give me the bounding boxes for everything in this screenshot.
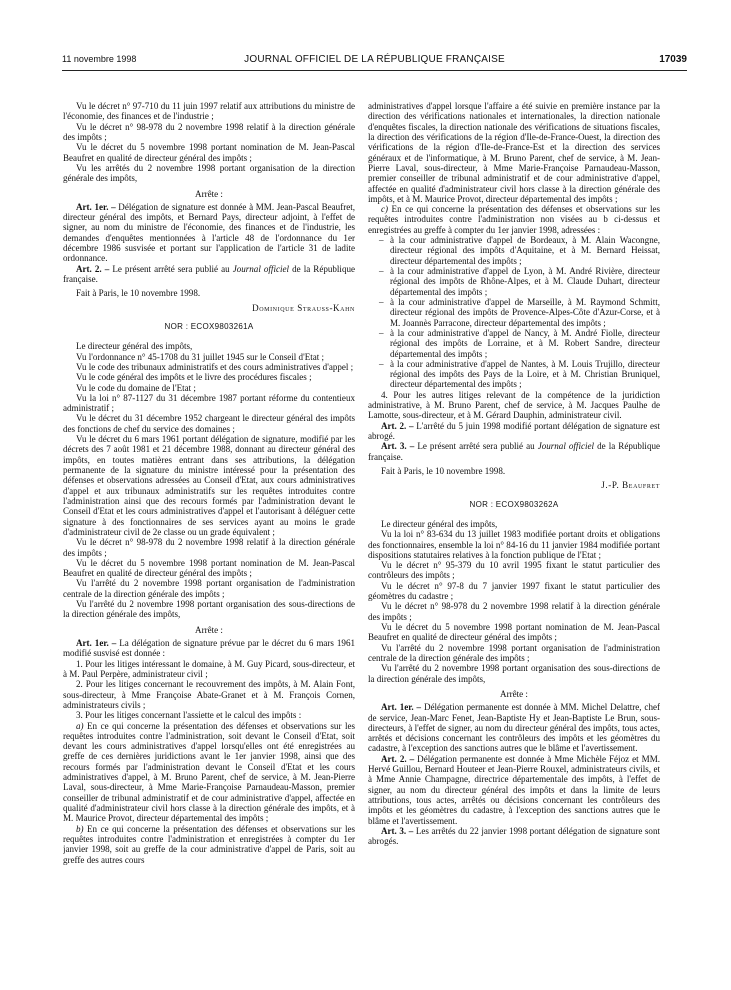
article-1: Art. 1er. – Délégation permanente est donnée à MM. Michel Delattre, chef de service, Jean-Marc Fenet, Jean-Baptiste Hy et Jean-Baptiste Le Brun, sous-directeurs, à l'effet de signer, au nom du directeur général des impôts, tous actes, arrêtés et décisions concernant les contrôleurs des impôts et les géomètres du cadastre, à l'exception des sanctions autres que le blâme et l'avertissement. [368,702,660,754]
article-label: Art. 2. – [76,263,110,274]
article-label: Art. 3. – [381,825,414,836]
article-label: Art. 3. – [381,441,415,452]
visa-paragraph: Vu le décret du 5 novembre 1998 portant nomination de M. Jean-Pascal Beaufret en qualité de directeur général des impôts ; [63,557,355,579]
list-item: 2. Pour les litiges concernant le recouvrement des impôts, à M. Alain Font, sous-directeur, à Mme Françoise Abate-Granet et à M. François Cornen, administrateurs civils ; [63,679,355,710]
arrete-heading: Arrête : [195,624,223,635]
journal-title: JOURNAL OFFICIEL DE LA RÉPUBLIQUE FRANÇAISE [244,54,505,65]
signature: Dominique Strauss-Kahn [252,302,355,313]
visa-paragraph: Vu le code des tribunaux administratifs et des cours administratives d'appel ; [76,361,354,372]
list-item: – à la cour administrative d'appel de Bordeaux, à M. Alain Wacongne, directeur régional des impôts d'Aquitaine, et à M. Bernard Heissat, directeur départemental des impôts ; [368,235,660,266]
nor-reference: NOR : ECOX9803262A [469,499,559,509]
visa-paragraph: Vu le décret du 5 novembre 1998 portant nomination de M. Jean-Pascal Beaufret en qualité de directeur général des impôts ; [63,142,355,163]
sub-item-a: a) En ce qui concerne la présentation des défenses et observations sur les requêtes introduites contre l'administration, soit devant le Conseil d'Etat, soit devant les cours administratives d'appel lorsqu'elles ont été enregistrées au greffe de ces dernières juridictions avant le 1er janvier 1998, ainsi que des recours formés par l'administration devant le Conseil d'Etat et les cours administratives d'appel, à M. Bruno Parent, chef de service, à M. Jean-Pierre Laval, sous-directeur, à Mme Marie-Françoise Parnaudeau-Masson, premier conseiller de tribunal administratif et de cour administrative d'appel, affectée en qualité d'administrateur civil hors classe à la direction générale des impôts, et à M. Maurice Provot, directeur départemental des impôts ; [63,720,355,824]
article-2: Art. 2. – Délégation permanente est donnée à Mme Michèle Féjoz et MM. Hervé Guillou, Bernard Houteer et Jean-Pierre Rouxel, administrateurs civils, et à Mme Annie Champagne, directrice départementale des impôts, à l'effet de signer, au nom du directeur général des impôts et dans la limite de leurs attributions, tous actes, arrêtés ou décisions concernant les contrôleurs des impôts et les géomètres du cadastre, à l'exception des sanctions autres que le blâme et l'avertissement. [368,753,660,826]
visa-paragraph: Vu le décret du 31 décembre 1952 chargeant le directeur général des impôts des fonctions de chef du service des domaines ; [63,413,355,434]
visa-paragraph: Vu le décret du 6 mars 1961 portant délégation de signature, modifié par les décrets des 7 août 1981 et 21 décembre 1988, donnant au directeur général des impôts, en toutes matières entrant dans ses attributions, la délégation permanente de la signature du ministre intéressé pour la présentation des défenses et observations adressées au Conseil d'Etat, aux cours administratives d'appel et aux tribunaux administratifs sur les requêtes introduites contre l'administration ainsi que des recours formés par l'administration devant le Conseil d'Etat et les cours administratives d'appel et l'autorisant à déléguer cette signature à des fonctionnaires de ses services ayant au moins le grade d'administrateur civil de 2e classe ou un grade équivalent ; [63,434,355,537]
list-item: – à la cour administrative d'appel de Nantes, à M. Louis Trujillo, directeur régional des impôts des Pays de la Loire, et à M. Christian Bruniquel, directeur départemental des impôts ; [368,359,660,390]
sub-item-b: b) En ce qui concerne la présentation des défenses et observations sur les requêtes introduites contre l'administration et enregistrées à compter du 1er janvier 1998, soit au greffe de la cour administrative d'appel de Paris, soit au greffe des autres cours [63,823,355,865]
signature: J.-P. Beaufret [601,480,660,491]
article-1: Art. 1er. – La délégation de signature prévue par le décret du 6 mars 1961 modifié susvisé est donnée : [63,638,355,659]
left-column [63,101,355,986]
article-label: Art. 1er. – [76,201,116,212]
article-label: Art. 1er. – [76,638,117,648]
issue-date: 11 novembre 1998 [62,54,137,64]
visa-paragraph: Vu les arrêtés du 2 novembre 1998 portant organisation de la direction générale des impôts, [63,162,355,184]
article-3: Art. 3. – Les arrêtés du 22 janvier 1998 portant délégation de signature sont abrogés. [368,825,660,847]
visa-paragraph: Vu le décret n° 97-8 du 7 janvier 1997 fixant le statut particulier des géomètres du cadastre ; [368,580,660,602]
visa-paragraph: Vu l'arrêté du 2 novembre 1998 portant organisation des sous-directions de la direction générale des impôts, [368,663,660,684]
continued-paragraph: administratives d'appel lorsque l'affaire a été suivie en première instance par la direction des vérifications nationales et internationales, la direction nationale d'enquêtes fiscales, la direction nationale des vérifications de situations fiscales, la direction des vérifications de la région d'Ile-de-France-Ouest, la direction des vérifications de la région d'Ile-de-France-Est et la direction des services généraux et de l'informatique, à M. Bruno Parent, chef de service, à M. Jean-Pierre Laval, sous-directeur, à Mme Marie-Françoise Parnaudeau-Masson, premier conseiller de tribunal administratif et de cour administrative d'appel, affectée en qualité d'administrateur civil hors classe à la direction générale des impôts, et à M. Maurice Provot, directeur départemental des impôts ; [368,101,660,204]
visa-paragraph: Vu le décret n° 98-978 du 2 novembre 1998 relatif à la direction générale des impôts ; [368,601,660,622]
right-column [368,101,660,986]
sub-item-c: c) En ce qui concerne la présentation des défenses et observations sur les requêtes introduites contre l'administration non visées au b ci-dessus et enregistrées au greffe à compter du 1er janvier 1998, adressées : [368,204,660,235]
fait-line: Fait à Paris, le 10 novembre 1998. [76,288,201,299]
visa-paragraph: Vu la loi n° 87-1127 du 31 décembre 1987 portant réforme du contentieux administratif ; [63,392,355,414]
visa-paragraph: Vu le décret n° 97-710 du 11 juin 1997 relatif aux attributions du ministre de l'économie, des finances et de l'industrie ; [63,101,355,122]
visa-paragraph: Vu l'arrêté du 2 novembre 1998 portant organisation des sous-directions de la direction générale des impôts, [63,599,355,620]
visa-paragraph: Vu le décret n° 98-978 du 2 novembre 1998 relatif à la direction générale des impôts ; [63,121,355,142]
visa-paragraph: Vu le décret du 5 novembre 1998 portant nomination de M. Jean-Pascal Beaufret en qualité de directeur général des impôts ; [368,622,660,643]
arrete-heading: Arrête : [500,688,528,699]
list-item: – à la cour administrative d'appel de Lyon, à M. André Rivière, directeur régional des impôts de Rhône-Alpes, et à M. Claude Duhart, directeur départemental des impôts ; [368,266,660,297]
header-rule [62,70,687,71]
list-item: 1. Pour les litiges intéressant le domaine, à M. Guy Picard, sous-directeur, et à M. Paul Perpère, administrateur civil ; [63,658,355,679]
visa-paragraph: Vu l'arrêté du 2 novembre 1998 portant organisation de l'administration centrale de la direction générale des impôts ; [63,578,355,599]
list-item: 4. Pour les autres litiges relevant de la compétence de la juridiction administrative, à M. Bruno Parent, chef de service, à M. Jacques Paulhe de Lamotte, sous-directeur, et à M. Gérard Dauphin, administrateur civil. [368,389,660,421]
article-label: Art. 2. – [381,753,415,764]
visa-paragraph: Vu l'ordonnance n° 45-1708 du 31 juillet 1945 sur le Conseil d'Etat ; [76,351,325,362]
arrete-heading: Arrête : [195,188,223,199]
visa-paragraph: Vu le décret n° 95-379 du 10 avril 1995 fixant le statut particulier des contrôleurs des impôts ; [368,560,660,581]
article-1: Art. 1er. – Délégation de signature est donnée à MM. Jean-Pascal Beaufret, directeur général des impôts, et Bernard Pays, directeur adjoint, à l'effet de signer, au nom du ministre de l'économie, des finances et de l'industrie, les demandes d'enquêtes mentionnées à l'article 48 de l'ordonnance du 1er décembre 1986 susvisée et portant sur l'application de l'article 31 de ladite ordonnance. [63,201,355,264]
nor-reference: NOR : ECOX9803261A [164,321,254,331]
visa-paragraph: Le directeur général des impôts, [381,518,498,529]
visa-paragraph: Vu la loi n° 83-634 du 13 juillet 1983 modifiée portant droits et obligations des fonctionnaires, ensemble la loi n° 84-16 du 11 janvier 1984 modifiée portant dispositions statutaires relatives à la fonction publique de l'Etat ; [368,529,660,560]
article-label: Art. 1er. – [381,702,422,713]
visa-paragraph: Vu le décret n° 98-978 du 2 novembre 1998 relatif à la direction générale des impôts ; [63,537,355,558]
visa-paragraph: Vu le code du domaine de l'Etat ; [76,382,196,393]
article-2: Art. 2. – L'arrêté du 5 juin 1998 modifié portant délégation de signature est abrogé. [368,420,660,441]
fait-line: Fait à Paris, le 10 novembre 1998. [381,465,506,476]
article-label: Art. 2. – [381,420,414,431]
visa-paragraph: Le directeur général des impôts, [76,341,193,352]
visa-paragraph: Vu le code général des impôts et le livre des procédures fiscales ; [76,372,312,383]
list-item: – à la cour administrative d'appel de Marseille, à M. Raymond Schmitt, directeur régional des impôts de Provence-Alpes-Côte d'Azur-Corse, et à M. Joannès Parracone, directeur départemental des impôts ; [368,297,660,328]
list-item: 3. Pour les litiges concernant l'assiette et le calcul des impôts : [76,710,302,721]
visa-paragraph: Vu l'arrêté du 2 novembre 1998 portant organisation de l'administration centrale de la direction générale des impôts ; [368,642,660,663]
page-number: 17039 [659,54,687,65]
article-2: Art. 2. – Le présent arrêté sera publié au Journal officiel de la République française. [63,263,355,284]
page-header [62,54,687,68]
list-item: – à la cour administrative d'appel de Nancy, à M. André Fiolle, directeur régional des impôts de Lorraine, et à M. Robert Sandre, directeur départemental des impôts ; [368,328,660,359]
article-3: Art. 3. – Le présent arrêté sera publié au Journal officiel de la République française. [368,441,660,462]
